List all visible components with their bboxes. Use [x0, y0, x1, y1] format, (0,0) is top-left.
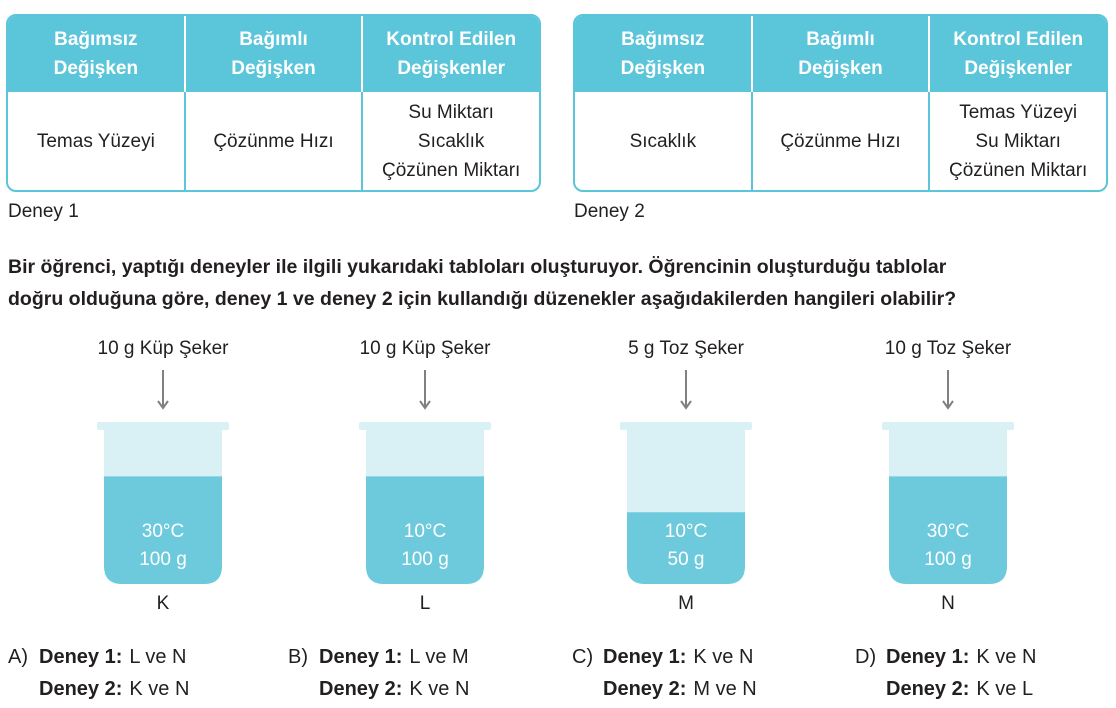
- option-key: Deney 2:: [39, 678, 123, 700]
- setup-letter: K: [156, 593, 170, 614]
- setup-letter: L: [419, 593, 431, 614]
- option-b[interactable]: [288, 641, 469, 705]
- experiment-2-table: [573, 14, 1108, 192]
- option-letter: C): [572, 646, 594, 668]
- header-dependent-variable: Bağımlı Değişken: [184, 16, 362, 92]
- option-a[interactable]: [8, 641, 189, 705]
- option-key: Deney 1:: [603, 646, 687, 668]
- table-body-row: [8, 92, 539, 190]
- water-temperature: 10°C: [664, 521, 708, 542]
- experiment-1-table: [6, 14, 541, 192]
- water-mass: 50 g: [667, 549, 705, 570]
- option-value: L ve N: [129, 646, 187, 668]
- experiment-2-caption: Deney 2: [574, 201, 645, 222]
- option-letter: A): [8, 646, 28, 668]
- option-d[interactable]: [855, 641, 1036, 705]
- table-body-row: [575, 92, 1106, 190]
- option-key: Deney 2:: [886, 678, 970, 700]
- water-mass: 100 g: [139, 549, 187, 570]
- question-text: Bir öğrenci, yaptığı deneyler ile ilgili yukarıdaki tabloları oluşturuyor. Öğrencinin oluşturduğu tablolar doğru olduğuna göre, deney 1 ve deney 2 için kullandığı düzenekler aşağıdakilerden hangileri olabilir?: [8, 256, 957, 310]
- sugar-label: 10 g Küp Şeker: [359, 338, 491, 359]
- header-independent-variable: Bağımsız Değişken: [620, 29, 706, 79]
- cell-controlled-variables: Temas Yüzeyi Su Miktarı Çözünen Miktarı: [928, 92, 1106, 190]
- option-value: L ve M: [409, 646, 469, 668]
- sugar-label: 10 g Toz Şeker: [884, 338, 1012, 359]
- option-value: K ve N: [693, 646, 754, 668]
- cell-controlled-variables: Su Miktarı Sıcaklık Çözünen Miktarı: [361, 92, 539, 190]
- cell-independent-variable: Temas Yüzeyi: [36, 130, 155, 152]
- setup-m: [606, 338, 766, 618]
- option-key: Deney 2:: [603, 678, 687, 700]
- sugar-label: 10 g Küp Şeker: [97, 338, 229, 359]
- setup-letter: N: [941, 593, 955, 614]
- setup-n: [868, 338, 1028, 618]
- down-arrow-icon: [942, 370, 954, 410]
- setup-l: [345, 338, 505, 618]
- water-temperature: 10°C: [403, 521, 447, 542]
- option-value: K ve L: [976, 678, 1034, 700]
- table-header-row: [8, 16, 539, 92]
- down-arrow-icon: [419, 370, 431, 410]
- option-c[interactable]: [572, 641, 757, 705]
- option-letter: D): [855, 646, 877, 668]
- option-key: Deney 2:: [319, 678, 403, 700]
- down-arrow-icon: [157, 370, 169, 410]
- header-controlled-variables: Kontrol Edilen Değişkenler: [361, 16, 539, 92]
- setup-letter: M: [678, 593, 694, 614]
- water-mass: 100 g: [401, 549, 449, 570]
- down-arrow-icon: [680, 370, 692, 410]
- option-value: M ve N: [693, 678, 757, 700]
- header-dependent-variable: Bağımlı Değişken: [751, 16, 929, 92]
- water-temperature: 30°C: [141, 521, 185, 542]
- cell-independent-variable: Sıcaklık: [629, 130, 697, 152]
- table-header-row: [575, 16, 1106, 92]
- option-value: K ve N: [129, 678, 190, 700]
- option-key: Deney 1:: [319, 646, 403, 668]
- option-value: K ve N: [976, 646, 1037, 668]
- water-mass: 100 g: [924, 549, 972, 570]
- option-value: K ve N: [409, 678, 470, 700]
- header-controlled-variables: Kontrol Edilen Değişkenler: [928, 16, 1106, 92]
- water-temperature: 30°C: [926, 521, 970, 542]
- option-key: Deney 1:: [886, 646, 970, 668]
- header-independent-variable: Bağımsız Değişken: [53, 29, 139, 79]
- cell-dependent-variable: Çözünme Hızı: [184, 92, 362, 190]
- option-key: Deney 1:: [39, 646, 123, 668]
- option-letter: B): [288, 646, 308, 668]
- cell-dependent-variable: Çözünme Hızı: [751, 92, 929, 190]
- experiment-1-caption: Deney 1: [8, 201, 79, 222]
- sugar-label: 5 g Toz Şeker: [628, 338, 744, 359]
- setup-k: [83, 338, 243, 618]
